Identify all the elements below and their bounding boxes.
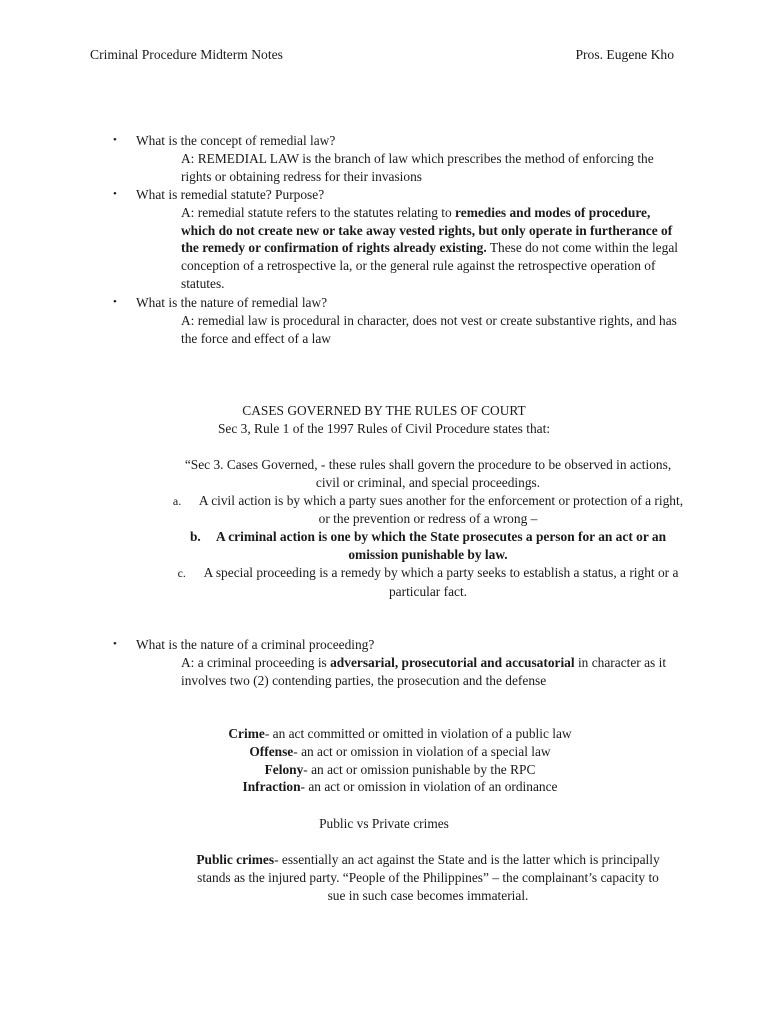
question-1: • What is the concept of remedial law?: [113, 133, 336, 148]
question-3: • What is the nature of remedial law?: [113, 295, 328, 310]
definition-infraction: Infraction- an act or omission in violation of an ordinance: [242, 779, 558, 795]
quote-item-c: c. A special proceeding is a remedy by which a party seeks to establish a status, a right or a particular fact.: [177, 564, 679, 599]
question-2: • What is remedial statute? Purpose?: [113, 187, 325, 202]
section-title: CASES GOVERNED BY THE RULES OF COURT: [242, 403, 526, 418]
qa-item-4: [112, 636, 682, 689]
definition-crime: Crime- an act committed or omitted in violation of a public law: [228, 726, 572, 741]
quote-intro: “Sec 3. Cases Governed, - these rules shall govern the procedure to be observed in actions, civil or criminal, and special proceedings.: [184, 457, 672, 490]
bullet-icon: •: [113, 296, 117, 308]
definition-offense: Offense- an act or omission in violation of a special law: [249, 743, 551, 759]
answer-1: A: REMEDIAL LAW is the branch of law which prescribes the method of enforcing the rights or obtaining redress for their invasions: [181, 150, 654, 184]
bullet-icon: •: [113, 188, 117, 200]
quote-item-a: a. A civil action is by which a party sues another for the enforcement or protection of a right, or the prevention or redress of a wrong –: [172, 492, 684, 527]
question-4: • What is the nature of a criminal proceeding?: [113, 637, 375, 652]
header-author: Pros. Eugene Kho: [575, 47, 674, 62]
public-crimes-definition: Public crimes- essentially an act against the State and is the latter which is principally stands as the injured party. “People of the Philippines” – the complainant’s capacity to sue in such case becomes immaterial.: [196, 852, 660, 903]
qa-item-1: [112, 132, 682, 185]
qa-item-2: [112, 186, 682, 293]
definitions-list: [180, 725, 620, 796]
public-vs-private-heading: Public vs Private crimes: [319, 816, 449, 831]
answer-3: A: remedial law is procedural in character, does not vest or create substantive rights, and has the force and effect of a law: [181, 312, 677, 346]
page-header: [90, 46, 674, 64]
quoted-rule: [172, 456, 684, 600]
section-subtitle: Sec 3, Rule 1 of the 1997 Rules of Civil Procedure states that:: [217, 421, 551, 436]
bullet-icon: •: [113, 134, 117, 146]
answer-2-emphasis: remedies and modes of procedure, which do not create new or take away vested rights, but only operate in furtherance of the remedy or confirmation of rights already existing.: [181, 204, 673, 256]
header-title: Criminal Procedure Midterm Notes: [90, 47, 283, 62]
qa-item-3: [112, 294, 682, 347]
definition-felony: Felony- an act or omission punishable by the RPC: [264, 761, 536, 777]
answer-4: A: a criminal proceeding is adversarial, prosecutorial and accusatorial in character as it involves two (2) contending parties, the prosecution and the defense: [181, 654, 667, 688]
quote-item-b: b. A criminal action is one by which the State prosecutes a person for an act or an omission punishable by law.: [189, 529, 667, 562]
bullet-icon: •: [113, 638, 117, 650]
answer-2: A: remedial statute refers to the statutes relating to remedies and modes of procedure, which do not create new or take away vested rights, but only operate in furtherance of the remedy or confirmation of rights already existing. These do not come within the legal conception of a retrospective la, or the general rule against the retrospective operation of statutes.: [181, 204, 678, 291]
